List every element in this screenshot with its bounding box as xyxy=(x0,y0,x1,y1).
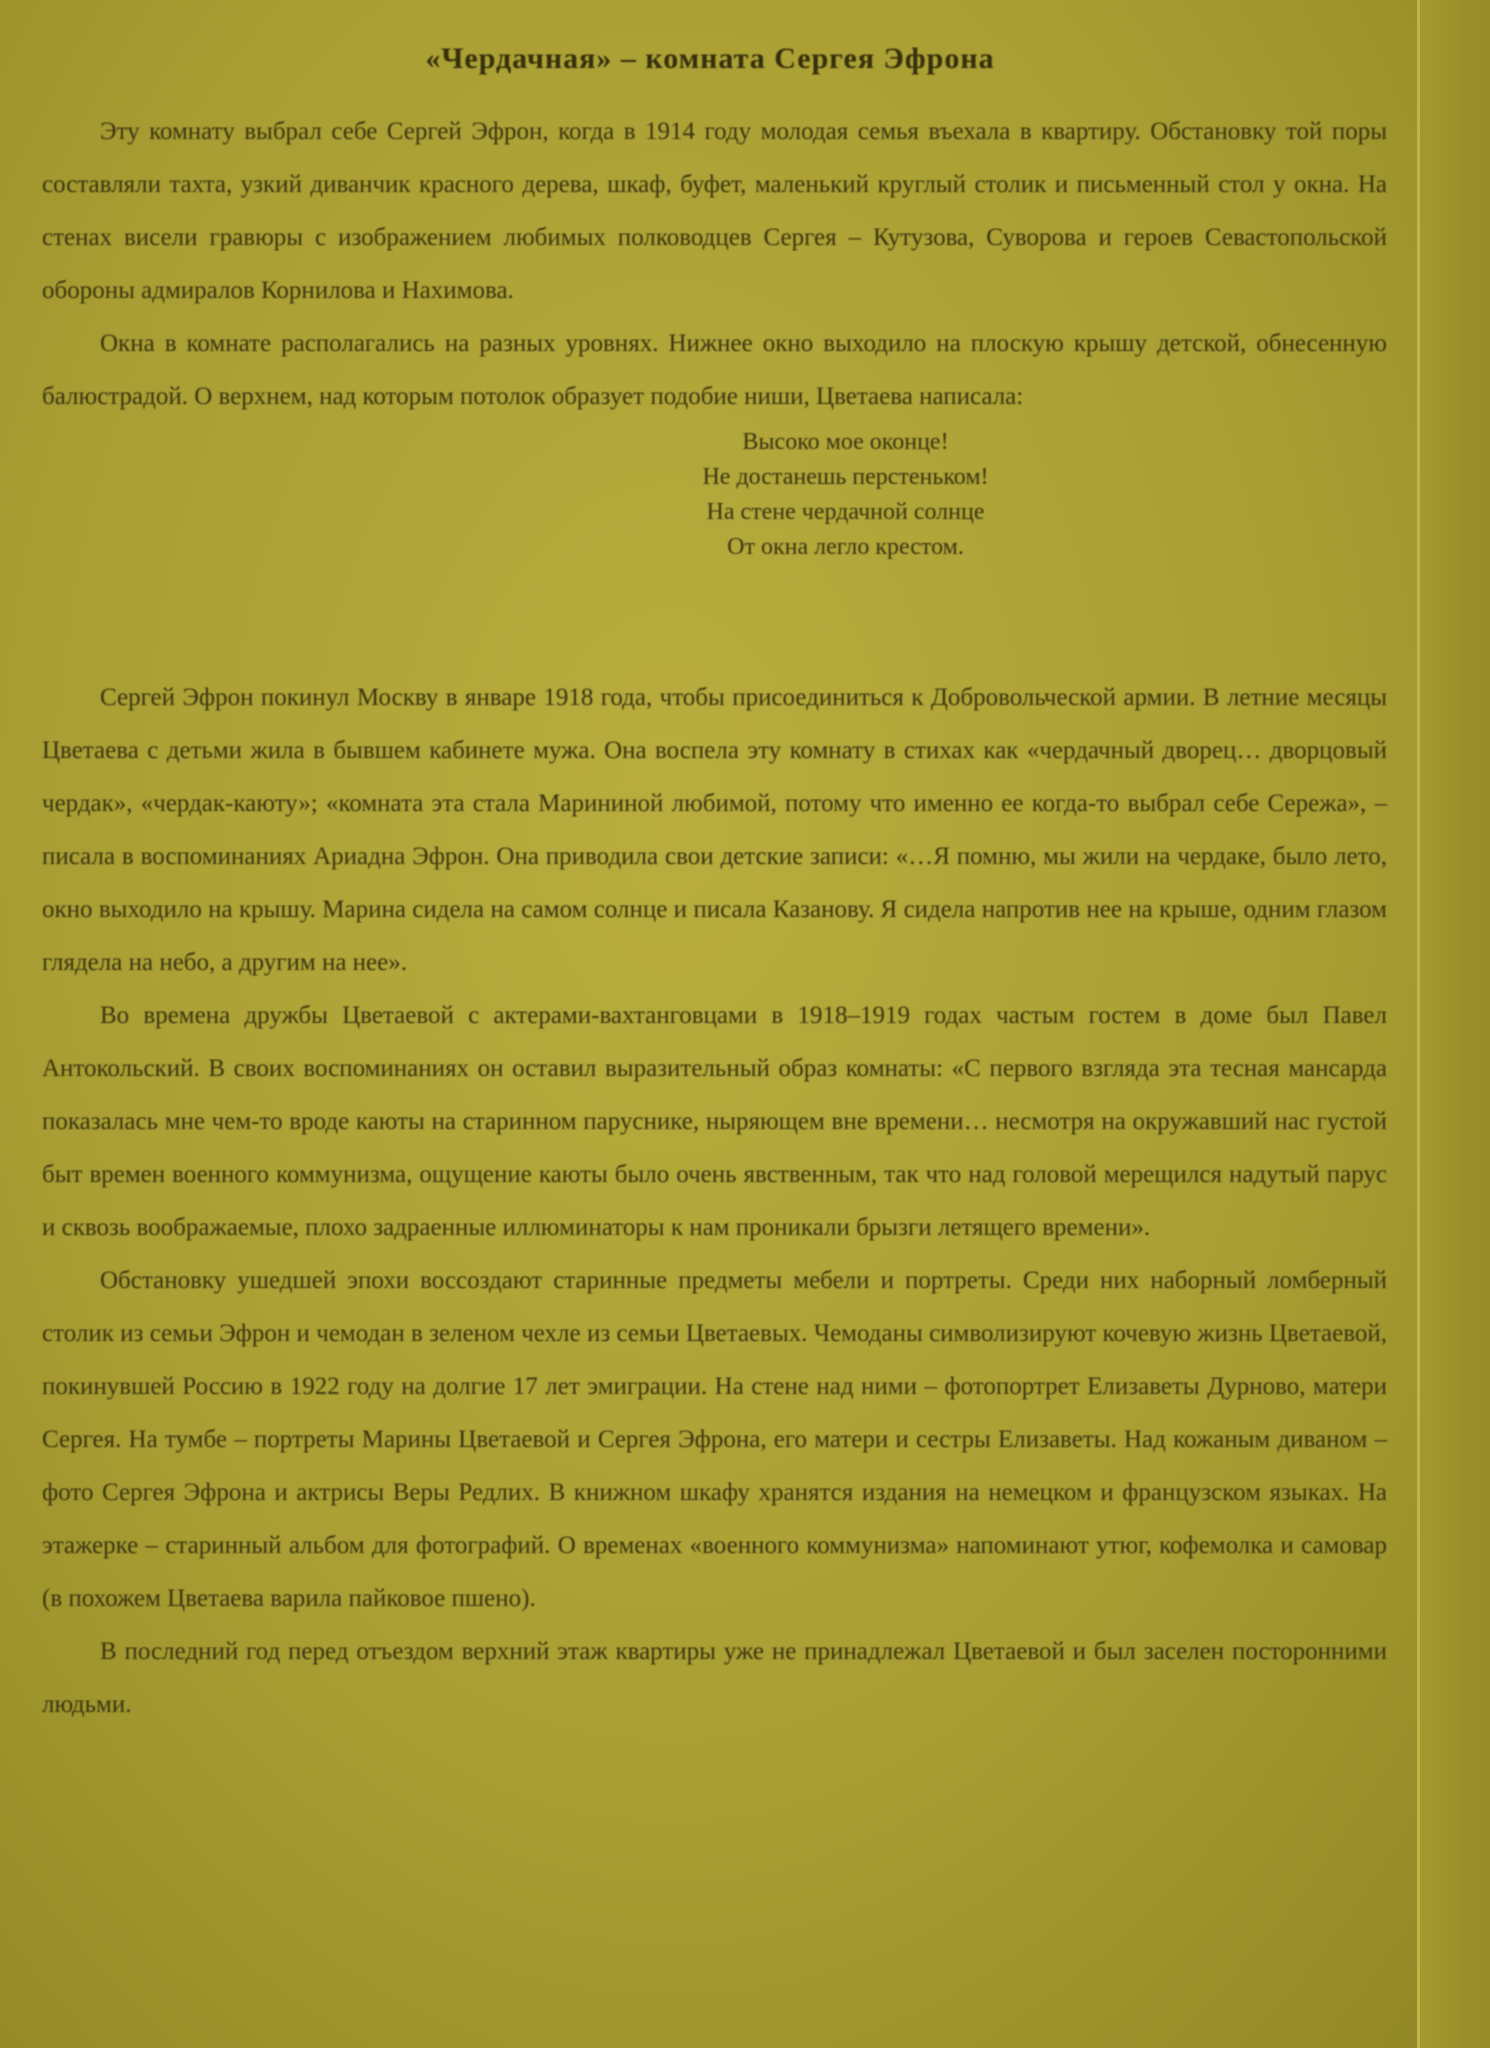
document-title: «Чердачная» – комната Сергея Эфрона xyxy=(425,42,995,75)
paragraph-1: Эту комнату выбрал себе Сергей Эфрон, когда в 1914 году молодая семья въехала в квартиру. Обстановку той поры составляли тахта, узкий диванчик красного дерева, шкаф, буфет, маленький круглый столик и письменный стол у окна. На стенах висели гравюры с изображением любимых полководцев Сергея – Кутузова, Суворова и героев Севастопольской обороны адмиралов Корнилова и Нахимова. xyxy=(42,118,1387,304)
poem-line: На стене чердачной солнце xyxy=(706,499,985,525)
paragraph-4: Во времена дружбы Цветаевой с актерами-вахтанговцами в 1918–1919 годах частым гостем в доме был Павел Антокольский. В своих воспоминаниях он оставил выразительный образ комнаты: «С первого взгляда эта тесная мансарда показалась мне чем-то вроде каюты на старинном паруснике, ныряющем вне времени… несмотря на окружавший нас густой быт времен военного коммунизма, ощущение каюты было очень явственным, так что над головой мерещился надутый парус и сквозь воображаемые, плохо задраенные иллюминаторы к нам проникали брызги летящего времени». xyxy=(42,1002,1387,1241)
document-body xyxy=(42,105,1387,1731)
paragraph-5: Обстановку ушедшей эпохи воссоздают старинные предметы мебели и портреты. Среди них наборный ломберный столик из семьи Эфрон и чемодан в зеленом чехле из семьи Цветаевых. Чемоданы символизируют кочевую жизнь Цветаевой, покинувшей Россию в 1922 году на долгие 17 лет эмиграции. На стене над ними – фотопортрет Елизаветы Дурново, матери Сергея. На тумбе – портреты Марины Цветаевой и Сергея Эфрона, его матери и сестры Елизаветы. Над кожаным диваном – фото Сергея Эфрона и актрисы Веры Редлих. В книжном шкафу хранятся издания на немецком и французском языках. На этажерке – старинный альбом для фотографий. О временах «военного коммунизма» напоминают утюг, кофемолка и самовар (в похожем Цветаева варила пайковое пшено). xyxy=(42,1267,1387,1612)
spacer xyxy=(42,565,1387,671)
poem-line: Не достанешь перстеньком! xyxy=(702,464,989,490)
paragraph-3: Сергей Эфрон покинул Москву в январе 1918 года, чтобы присоединиться к Добровольческой армии. В летние месяцы Цветаева с детьми жила в бывшем кабинете мужа. Она воспела эту комнату в стихах как «чердачный дворец… дворцовый чердак», «чердак-каюту»; «комната эта стала Марининой любимой, потому что именно ее когда-то выбрал себе Сережа», – писала в воспоминаниях Ариадна Эфрон. Она приводила свои детские записи: «…Я помню, мы жили на чердаке, было лето, окно выходило на крышу. Марина сидела на самом солнце и писала Казанову. Я сидела напротив нее на крыше, одним глазом глядела на небо, а другим на нее». xyxy=(42,684,1387,976)
paragraph-2: Окна в комнате располагались на разных уровнях. Нижнее окно выходило на плоскую крышу детской, обнесенную балюстрадой. О верхнем, над которым потолок образует подобие ниши, Цветаева написала: xyxy=(42,330,1387,410)
poem-quote xyxy=(304,425,1387,565)
paragraph-6: В последний год перед отъездом верхний этаж квартиры уже не принадлежал Цветаевой и был заселен посторонними людьми. xyxy=(42,1638,1387,1718)
paper-edge-shadow xyxy=(1417,0,1490,2048)
poem-line: От окна легло крестом. xyxy=(727,534,964,560)
poem-line: Высоко мое оконце! xyxy=(742,429,949,455)
